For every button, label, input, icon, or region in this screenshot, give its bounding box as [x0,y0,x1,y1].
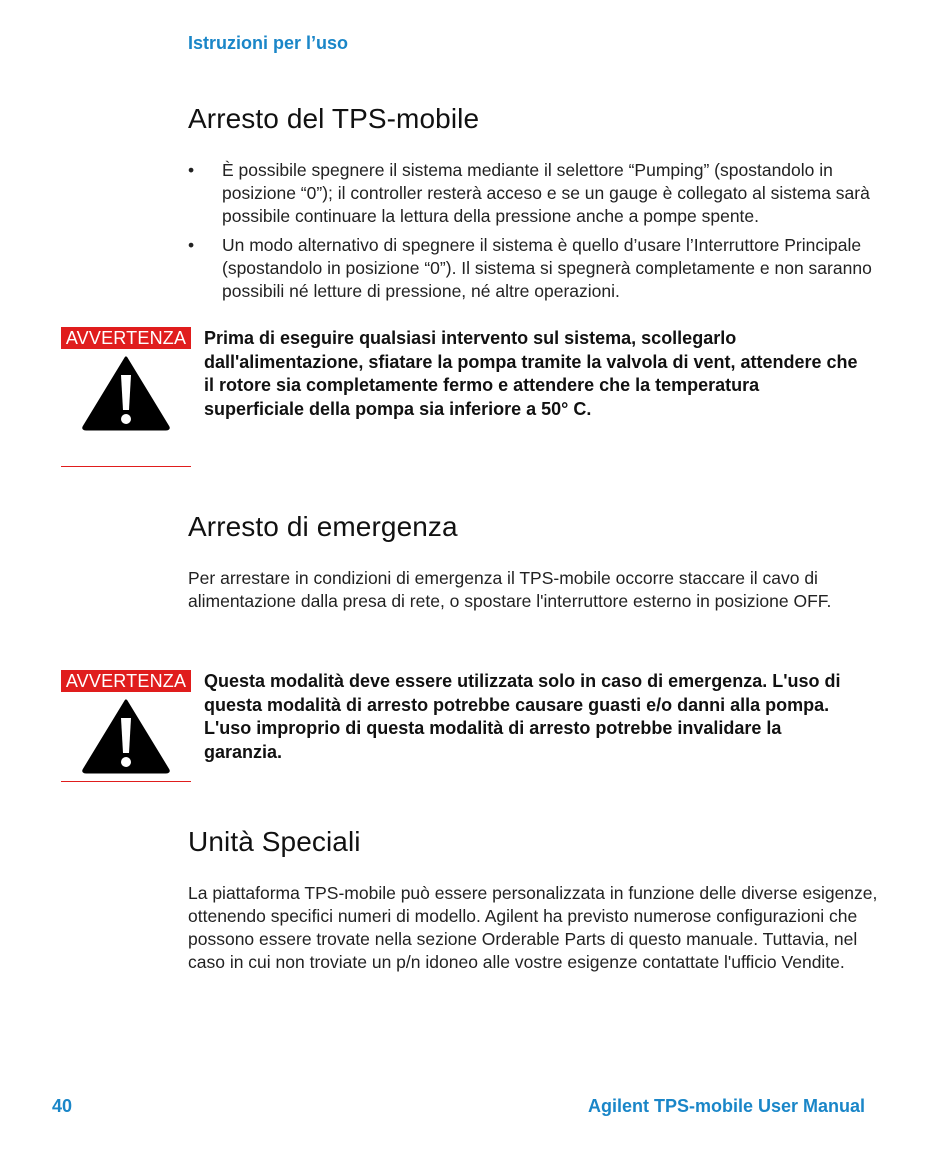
section-title-emergenza: Arresto di emergenza [188,511,458,542]
footer-manual-title: Agilent TPS-mobile User Manual [587,1096,865,1116]
bullet-icon: • [188,160,195,180]
warning-text: Questa modalità deve essere utilizzata solo in caso di emergenza. L'uso di questa modalità di arresto potrebbe causare guasti e/o danni alla pompa. L'uso improprio di questa modalità di arresto potrebbe invalidare la garanzia. [204,671,841,762]
running-header: Istruzioni per l’uso [188,33,349,53]
section-title-arresto: Arresto del TPS-mobile [188,103,480,134]
warning-triangle-icon [81,698,171,774]
warning-divider [61,466,191,467]
list-item-text: Un modo alternativo di spegnere il sistema è quello d’usare l’Interruttore Principale (spostandolo in posizione “0”). Il sistema si spegnerà completamente e non saranno possibili né letture di pressione, né altre operazioni. [222,235,872,301]
warning-text: Prima di eseguire qualsiasi intervento sul sistema, scollegarlo dall'alimentazione, sfiatare la pompa tramite la valvola di vent, attendere che il rotore sia completamente fermo e attendere che la temperatura superficiale della pompa sia inferiore a 50° C. [204,328,858,419]
warning-label: AVVERTENZA [61,670,191,692]
warning-label: AVVERTENZA [61,327,191,349]
list-item [188,234,878,303]
list-item [188,159,878,228]
list-item-text: È possibile spegnere il sistema mediante il selettore “Pumping” (spostandolo in posizione “0”); il controller resterà acceso e se un gauge è collegato al sistema sarà possibile continuare la lettura della pressione anche a pompe spente. [222,160,870,226]
paragraph-emergenza: Per arrestare in condizioni di emergenza il TPS-mobile occorre staccare il cavo di alimentazione dalla presa di rete, o spostare l'interruttore esterno in posizione OFF. [188,568,832,611]
warning-triangle-icon [81,355,171,431]
bullet-icon: • [188,235,195,255]
page-number: 40 [52,1096,73,1116]
section-title-unita-speciali: Unità Speciali [188,826,361,857]
paragraph-unita-speciali: La piattaforma TPS-mobile può essere personalizzata in funzione delle diverse esigenze, ottenendo specifici numeri di modello. Agilent ha previsto numerose configurazioni che possono essere trovate nella sezione Orderable Parts di questo manuale. Tuttavia, nel caso in cui non troviate un p/n idoneo alle vostre esigenze contattate l'ufficio Vendite. [188,883,878,972]
bullet-list [188,159,878,309]
warning-divider [61,781,191,782]
